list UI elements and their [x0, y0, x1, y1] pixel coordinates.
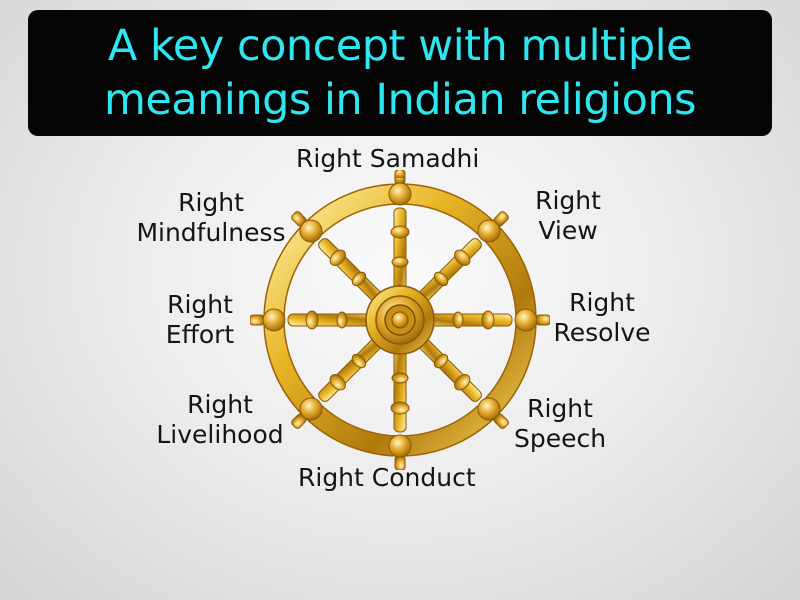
label-view-line1: Right [535, 186, 601, 215]
label-right-speech [502, 394, 618, 454]
label-mindfulness-line2: Mindfulness [136, 218, 286, 247]
label-right-samadhi [296, 144, 479, 174]
label-livelihood-line1: Right [187, 390, 253, 419]
label-right-resolve [540, 288, 664, 348]
label-conduct-text: Right Conduct [298, 463, 476, 492]
label-right-conduct [298, 463, 476, 493]
title-text [104, 19, 696, 127]
label-view-line2: View [538, 216, 598, 245]
label-effort-line1: Right [167, 290, 233, 319]
label-right-view [520, 186, 616, 246]
label-effort-line2: Effort [165, 320, 235, 349]
label-speech-line2: Speech [513, 424, 607, 453]
wheel-hub [366, 286, 434, 354]
title-line-1: A key concept with multiple [107, 21, 693, 71]
title-banner [28, 10, 772, 136]
label-right-mindfulness [120, 188, 302, 248]
title-line-2: meanings in Indian religions [103, 75, 697, 125]
label-right-livelihood [143, 390, 297, 450]
label-samadhi-text: Right Samadhi [296, 144, 480, 173]
label-speech-line1: Right [527, 394, 593, 423]
label-resolve-line1: Right [569, 288, 635, 317]
label-mindfulness-line1: Right [178, 188, 244, 217]
label-right-effort [152, 290, 248, 350]
label-resolve-line2: Resolve [553, 318, 651, 347]
label-livelihood-line2: Livelihood [156, 420, 284, 449]
